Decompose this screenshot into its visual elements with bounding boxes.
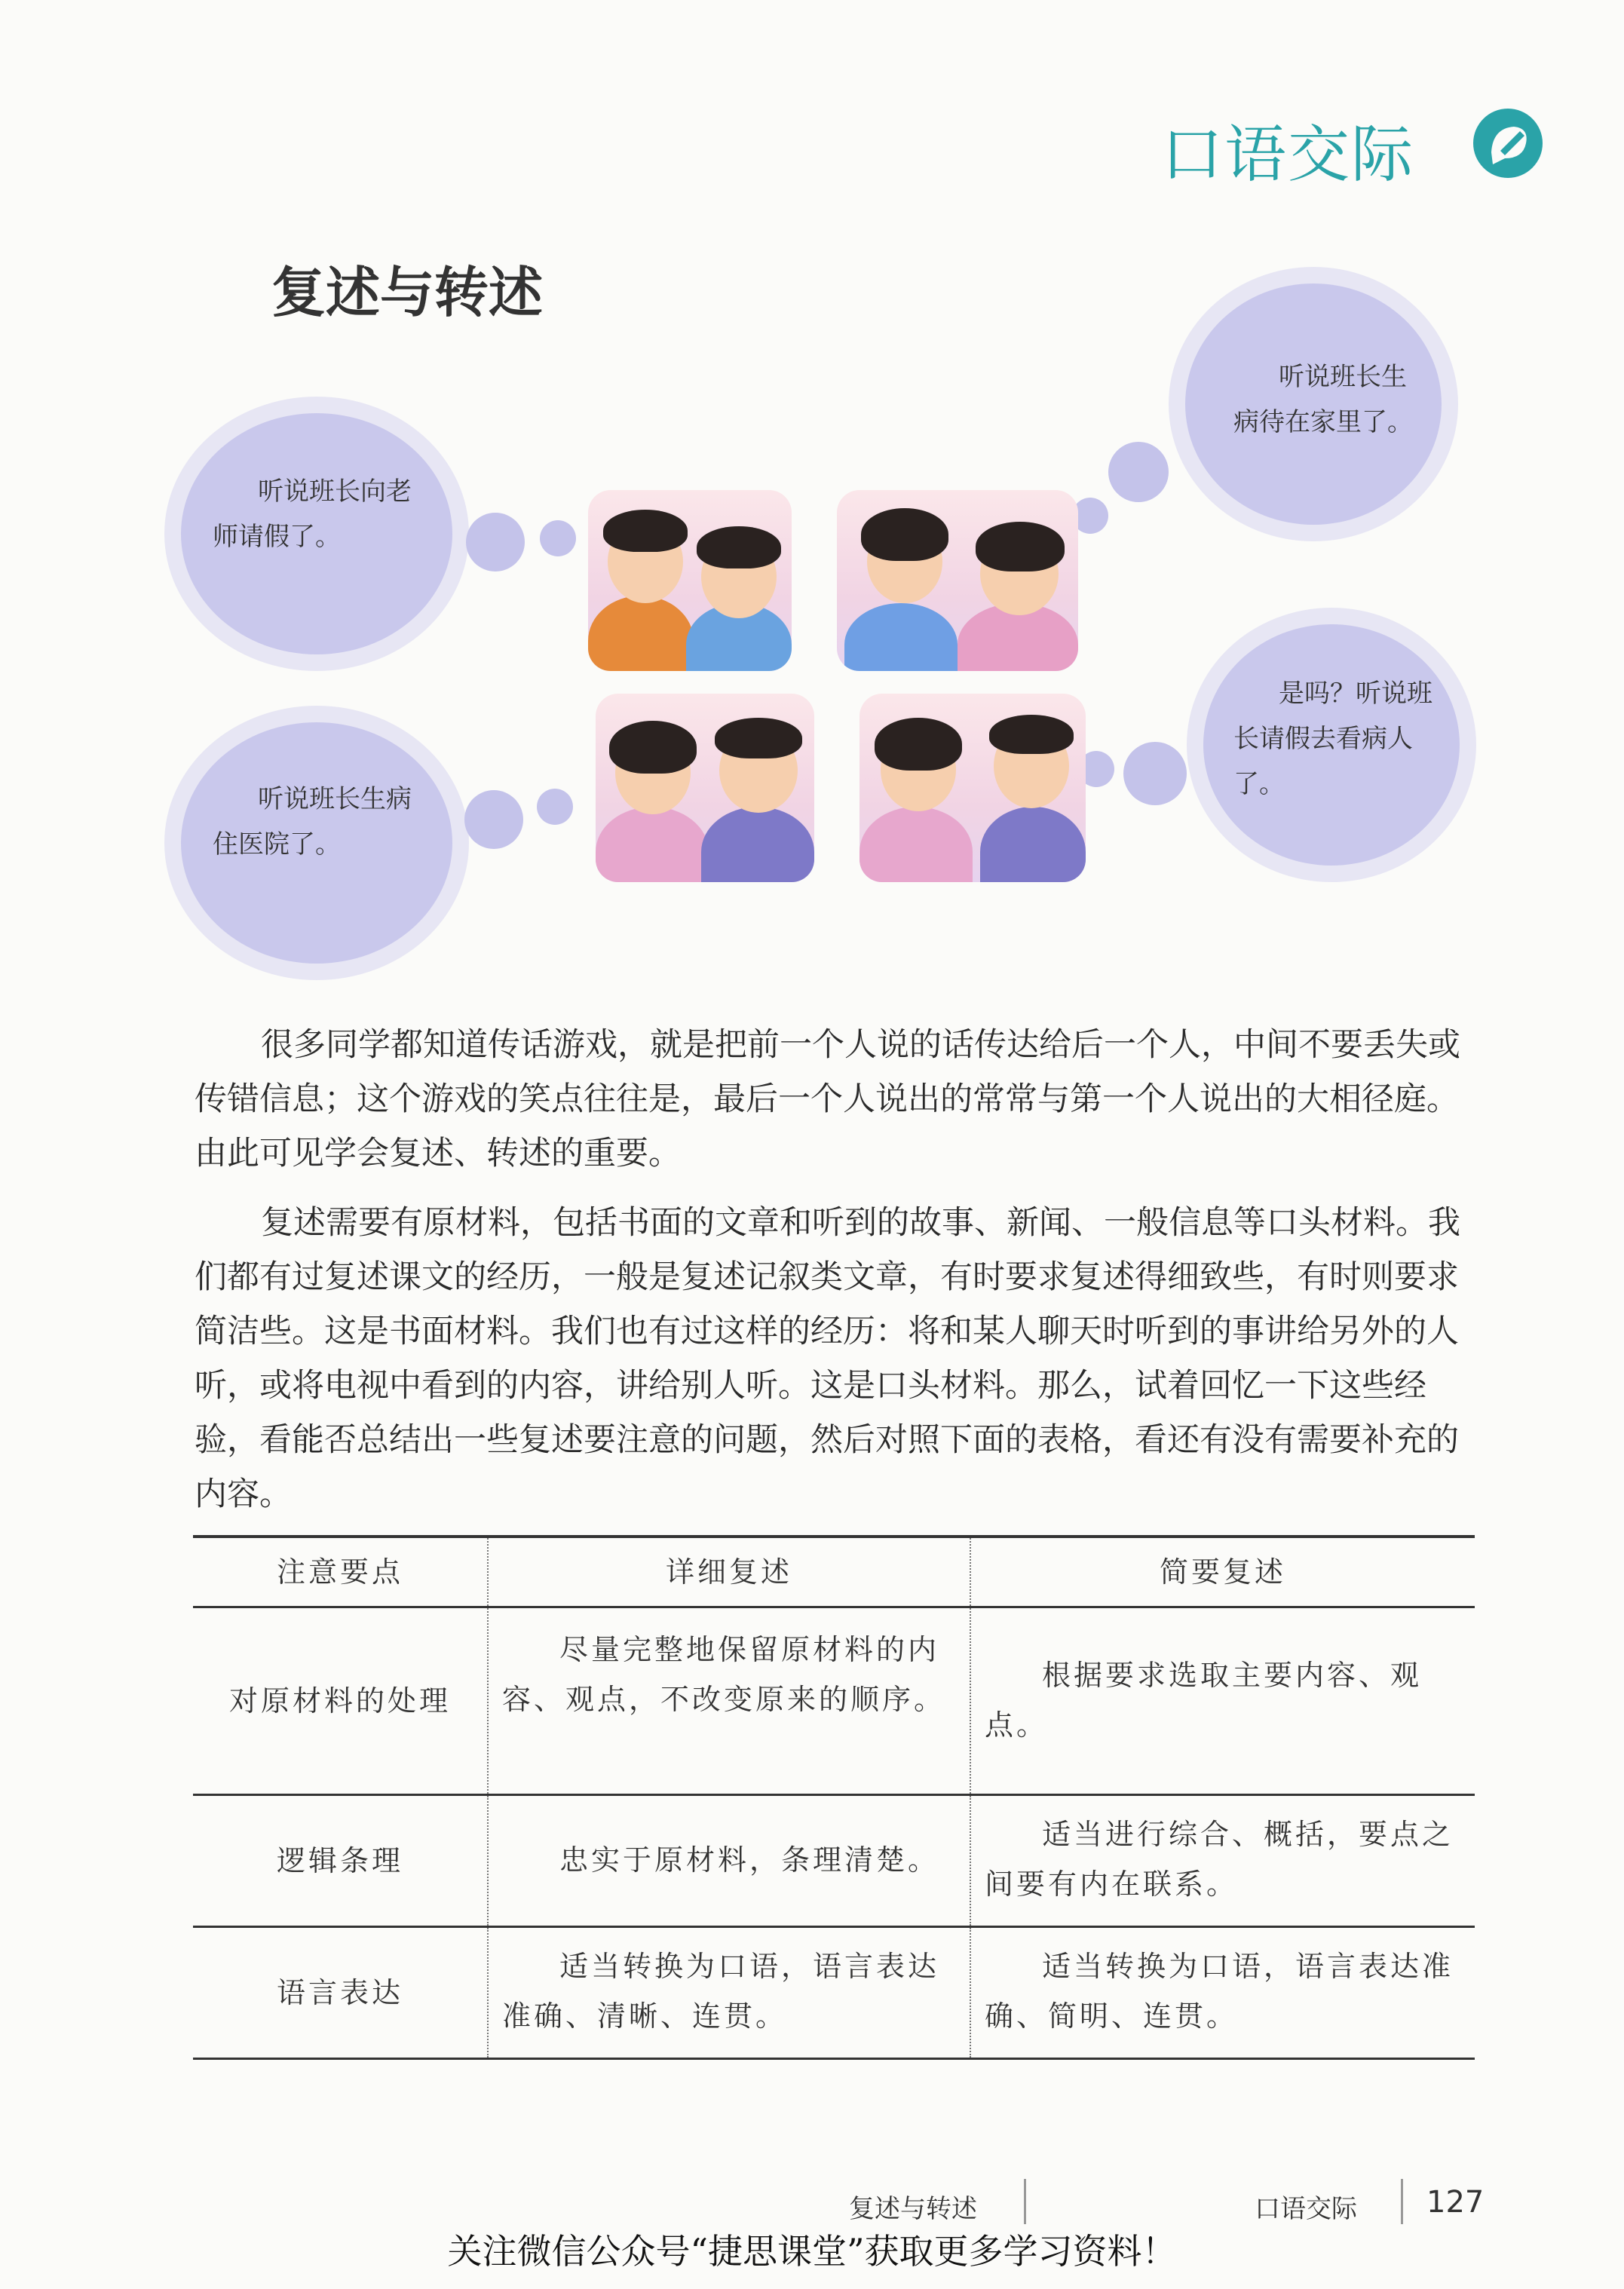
bubble-dot bbox=[464, 790, 523, 849]
table-header: 详细复述 bbox=[487, 1538, 970, 1606]
speech-pen-icon bbox=[1470, 106, 1546, 181]
bubble-dot bbox=[537, 789, 573, 825]
table-cell: 适当进行综合、概括，要点之间要有内在联系。 bbox=[970, 1796, 1475, 1926]
table-header: 注意要点 bbox=[276, 1555, 403, 1589]
comparison-table bbox=[193, 1535, 1475, 2060]
illustration-girl-boy-talk bbox=[859, 694, 1086, 882]
bubble-dot bbox=[1108, 442, 1169, 502]
bubble-text-3: 听说班长生病待在家里了。 bbox=[1233, 362, 1413, 437]
table-cell: 忠实于原材料，条理清楚。 bbox=[487, 1796, 970, 1926]
table-row bbox=[193, 1928, 1475, 2060]
table-cell: 适当转换为口语，语言表达准确、简明、连贯。 bbox=[970, 1928, 1475, 2058]
bubble-text-4: 是吗？听说班长请假去看病人了。 bbox=[1233, 679, 1432, 799]
footer-lesson-title: 复述与转述 bbox=[849, 2194, 977, 2224]
table-row bbox=[193, 1796, 1475, 1928]
promo-banner: 关注微信公众号“捷思课堂”获取更多学习资料！ bbox=[447, 2231, 1177, 2272]
table-header-row bbox=[193, 1535, 1475, 1608]
footer-divider bbox=[1024, 2179, 1026, 2224]
table-cell: 根据要求选取主要内容、观点。 bbox=[970, 1608, 1475, 1794]
bubble-dot bbox=[466, 513, 525, 571]
table-cell: 尽量完整地保留原材料的内容、观点，不改变原来的顺序。 bbox=[487, 1608, 970, 1794]
bubble-dot bbox=[1123, 742, 1187, 805]
footer-section: 口语交际 bbox=[1255, 2194, 1357, 2224]
page-number: 127 bbox=[1426, 2185, 1485, 2220]
table-cell: 适当转换为口语，语言表达准确、清晰、连贯。 bbox=[487, 1928, 970, 2058]
table-cell: 对原材料的处理 bbox=[228, 1684, 451, 1718]
bubble-dot bbox=[540, 520, 576, 556]
table-cell: 逻辑条理 bbox=[276, 1844, 403, 1877]
illustration-two-girls-whisper bbox=[837, 490, 1078, 671]
bubble-text-2: 听说班长生病住医院了。 bbox=[213, 784, 412, 860]
lesson-title: 复述与转述 bbox=[271, 261, 544, 324]
table-header: 简要复述 bbox=[970, 1538, 1475, 1606]
footer-divider bbox=[1401, 2179, 1403, 2224]
table-row bbox=[193, 1608, 1475, 1796]
illustration-girl-boy-whisper bbox=[596, 694, 814, 882]
section-title: 口语交际 bbox=[1161, 119, 1415, 191]
paragraph-2: 复述需要有原材料，包括书面的文章和听到的故事、新闻、一般信息等口头材料。我们都有过复述课文的经历，一般是复述记叙类文章，有时要求复述得细致些，有时则要求简洁些。这是书面材料。我们也有过这样的经历：将和某人聊天时听到的事讲给另外的人听，或将电视中看到的内容，讲给别人听。这是口头材料。那么，试着回忆一下这些经验，看能否总结出一些复述要注意的问题，然后对照下面的表格，看还有没有需要补充的内容。 bbox=[195, 1204, 1460, 1513]
bubble-text-1: 听说班长向老师请假了。 bbox=[213, 476, 412, 552]
illustration-boy-girl-whisper bbox=[588, 490, 792, 671]
paragraph-1: 很多同学都知道传话游戏，就是把前一个人说的话传达给后一个人，中间不要丢失或传错信息；这个游戏的笑点往往是，最后一个人说出的常常与第一个人说出的大相径庭。由此可见学会复述、转述的重要。 bbox=[195, 1026, 1460, 1172]
table-cell: 语言表达 bbox=[276, 1976, 403, 2009]
